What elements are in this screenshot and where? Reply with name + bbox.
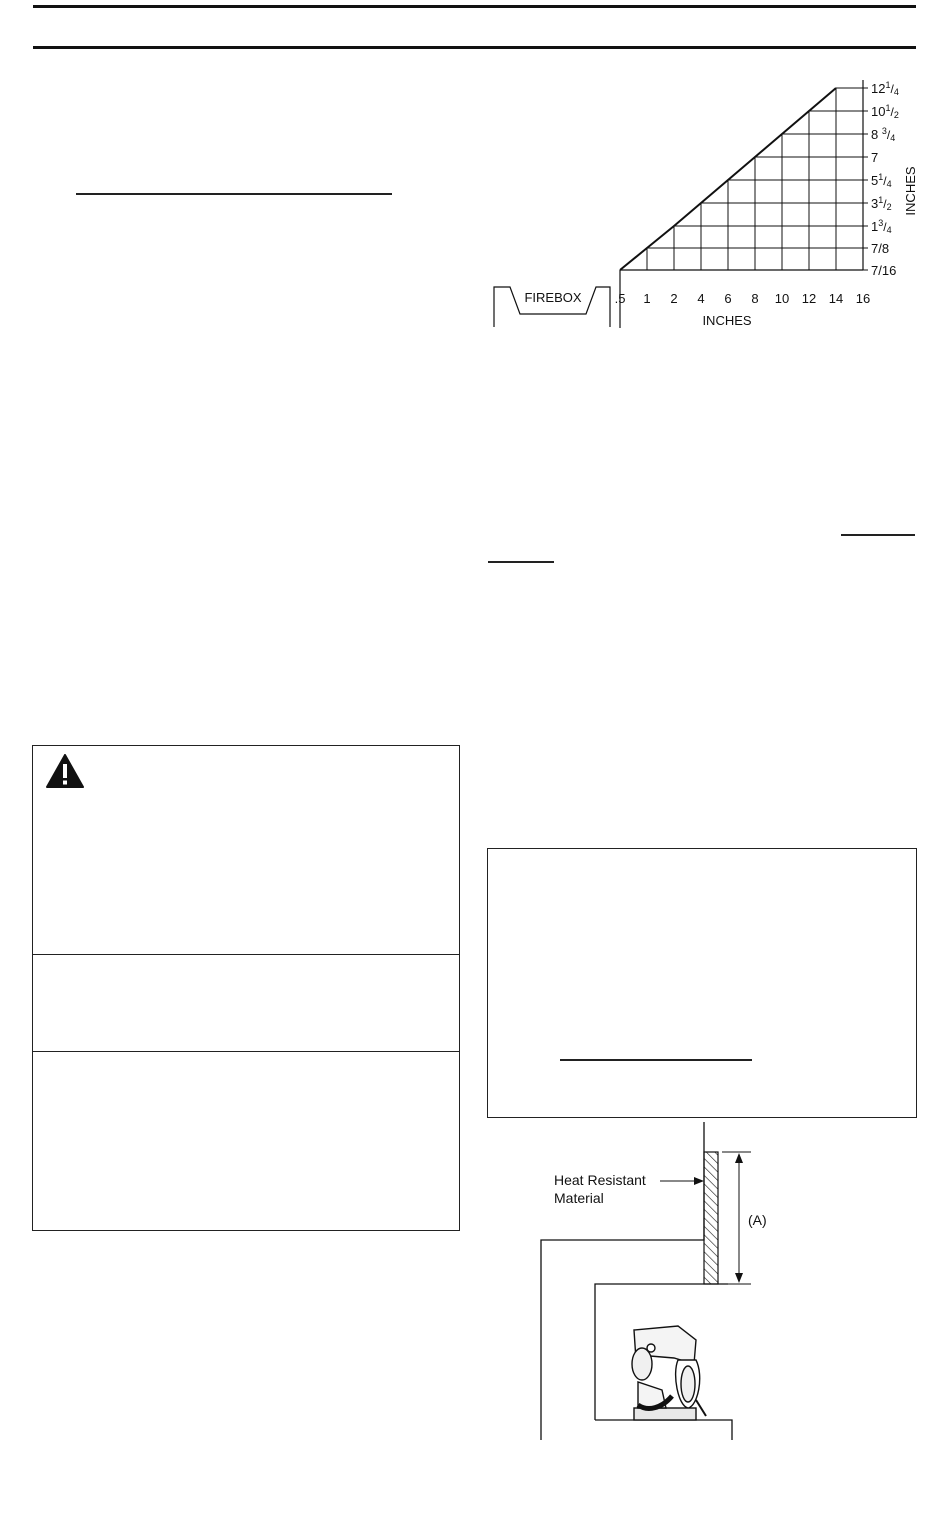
y-tick-label: $10^1/2$ xyxy=(871,103,899,120)
x-tick-label: 14 xyxy=(828,291,844,306)
notice-box xyxy=(487,848,917,1118)
y-tick-label: 7/8 xyxy=(871,241,890,256)
y-tick-label: 7 xyxy=(871,150,879,165)
mantel-clearance-chart xyxy=(488,70,933,335)
warning-box-divider-1 xyxy=(33,954,459,955)
heat-resistant-material xyxy=(704,1152,718,1284)
x-tick-label: .5 xyxy=(614,291,626,306)
x-tick-label: 10 xyxy=(774,291,790,306)
firebox-label: FIREBOX xyxy=(524,290,582,305)
dimension-a-label: (A) xyxy=(748,1212,767,1228)
heat-resistant-label-line2: Material xyxy=(554,1190,604,1206)
right-text-underline-b xyxy=(488,561,554,563)
warning-box-divider-2 xyxy=(33,1051,459,1052)
x-tick-label: 8 xyxy=(751,291,759,306)
burner-assembly-illustration xyxy=(632,1326,706,1420)
heat-resistant-material-diagram xyxy=(538,1120,788,1450)
y-axis-label: INCHES xyxy=(903,166,918,216)
x-tick-label: 16 xyxy=(855,291,871,306)
header-rule-top xyxy=(33,5,916,8)
x-tick-label: 4 xyxy=(697,291,705,306)
heat-resistant-label-line1: Heat Resistant xyxy=(554,1172,646,1188)
y-tick-label: 8 $^3$/4 xyxy=(871,126,896,143)
y-tick-label: $5^1/4$ xyxy=(871,172,892,189)
y-tick-label: $3^1/2$ xyxy=(871,195,892,212)
x-tick-label: 2 xyxy=(670,291,678,306)
left-heading-underline xyxy=(76,193,392,195)
y-tick-label: $12^1/4$ xyxy=(871,80,899,97)
header-rule-bottom xyxy=(33,46,916,49)
y-tick-label: 7/16 xyxy=(871,263,897,278)
notice-box-underline xyxy=(560,1059,752,1061)
warning-triangle-icon xyxy=(46,754,84,788)
y-tick-label: $1^3/4$ xyxy=(871,218,892,235)
warning-box xyxy=(32,745,460,1231)
right-text-underline-a xyxy=(841,534,915,536)
hearth-outline xyxy=(595,1420,732,1440)
x-tick-label: 12 xyxy=(801,291,817,306)
x-tick-label: 1 xyxy=(643,291,651,306)
x-axis-label: INCHES xyxy=(702,313,752,328)
x-tick-label: 6 xyxy=(724,291,732,306)
